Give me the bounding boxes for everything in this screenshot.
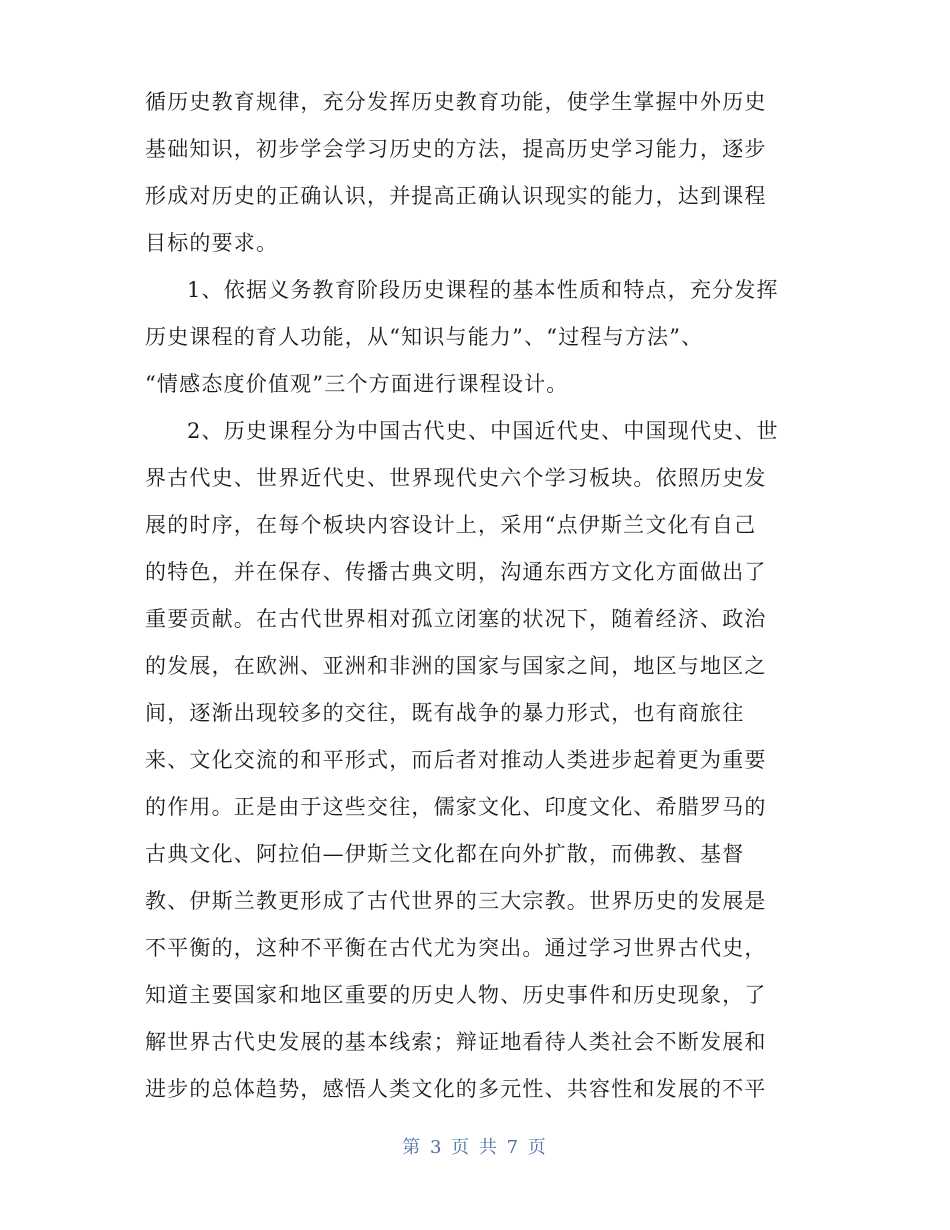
text-line: 解世界古代史发展的基本线索；辩证地看待人类社会不断发展和 [145,1030,767,1054]
text-line: 知道主要国家和地区重要的历史人物、历史事件和历史现象，了 [145,983,767,1007]
text-line: 目标的要求。 [145,231,279,255]
text-line: 间，逐渐出现较多的交往，既有战争的暴力形式，也有商旅往 [145,701,745,725]
text-line: 形成对历史的正确认识，并提高正确认识现实的能力，达到课程 [145,184,767,208]
text-line: 教、伊斯兰教更形成了古代世界的三大宗教。世界历史的发展是 [145,889,767,913]
text-line: 重要贡献。在古代世界相对孤立闭塞的状况下，随着经济、政治 [145,607,767,631]
text-line: 不平衡的，这种不平衡在古代尤为突出。通过学习世界古代史， [145,936,767,960]
paragraph-first-line: 1、依据义务教育阶段历史课程的基本性质和特点，充分发挥 [187,278,779,302]
text-line: “情感态度价值观”三个方面进行课程设计。 [145,372,569,396]
text-line: 的作用。正是由于这些交往，儒家文化、印度文化、希腊罗马的 [145,795,767,819]
text-line: 展的时序，在每个板块内容设计上，采用“点伊斯兰文化有自己 [145,513,757,537]
text-line: 历史课程的育人功能，从“知识与能力”、“过程与方法”、 [145,325,704,349]
text-line: 古典文化、阿拉伯—伊斯兰文化都在向外扩散，而佛教、基督 [145,842,745,866]
text-line: 来、文化交流的和平形式，而后者对推动人类进步起着更为重要 [145,748,767,772]
text-line: 进步的总体趋势，感悟人类文化的多元性、共容性和发展的不平 [145,1077,767,1101]
paragraph-first-line: 2、历史课程分为中国古代史、中国近代史、中国现代史、世 [187,419,779,443]
text-line: 的特色，并在保存、传播古典文明，沟通东西方文化方面做出了 [145,560,767,584]
text-line: 循历史教育规律，充分发挥历史教育功能，使学生掌握中外历史 [145,90,767,114]
text-line: 的发展，在欧洲、亚洲和非洲的国家与国家之间，地区与地区之 [145,654,767,678]
page-number-footer: 第 3 页 共 7 页 [402,1137,548,1158]
text-line: 基础知识，初步学会学习历史的方法，提高历史学习能力，逐步 [145,137,767,161]
text-line: 界古代史、世界近代史、世界现代史六个学习板块。依照历史发 [145,466,767,490]
